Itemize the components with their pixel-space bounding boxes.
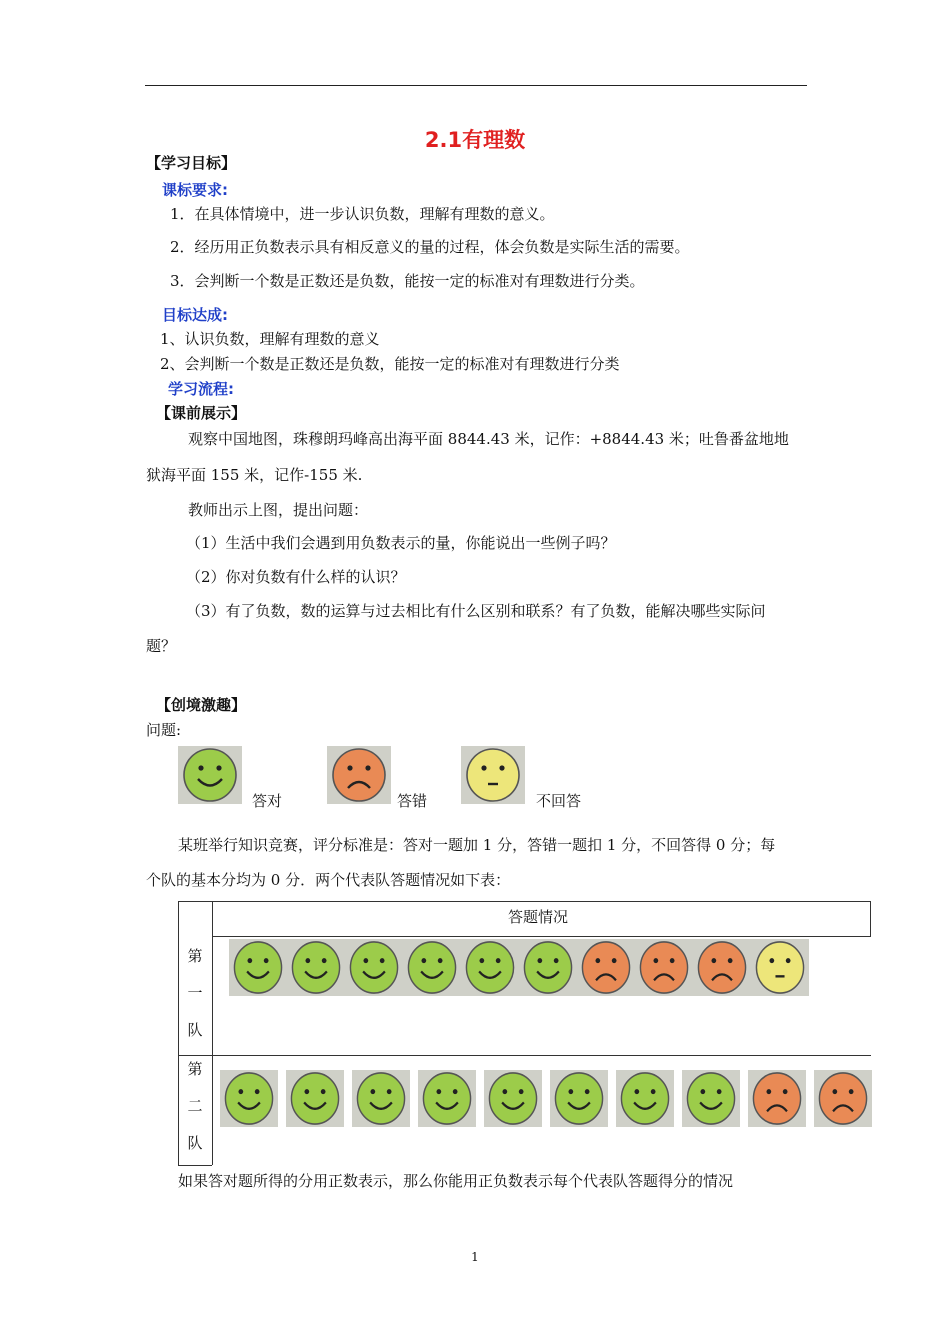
- scenario-para-line2: 个队的基本分均为 0 分．两个代表队答题情况如下表：: [146, 871, 511, 889]
- team2-smile-face-icon: [550, 1070, 608, 1127]
- achieve-item-2: 2、会判断一个数是正数还是负数，能按一定的标准对有理数进行分类: [160, 355, 620, 373]
- table-border-bottom: [178, 1165, 212, 1166]
- team1-neutral-face-icon: [751, 939, 809, 996]
- preview-question-3-line2: 题？: [146, 637, 177, 655]
- team1-frown-face-icon: [577, 939, 635, 996]
- team2-smile-face-icon: [484, 1070, 542, 1127]
- team2-frown-face-icon: [814, 1070, 872, 1127]
- frown-face-icon: [327, 746, 391, 804]
- table-row-divider: [178, 1055, 871, 1056]
- curriculum-item-1: 1．在具体情境中，进一步认识负数，理解有理数的意义。: [170, 205, 555, 223]
- table-border-right: [870, 901, 871, 937]
- curriculum-heading: 课标要求:: [162, 181, 228, 199]
- team1-frown-face-icon: [635, 939, 693, 996]
- table-divider-vertical: [212, 901, 213, 1165]
- table-header: 答题情况: [508, 908, 569, 926]
- team1-smile-face-icon: [403, 939, 461, 996]
- table-border-left: [178, 901, 179, 1165]
- table-header-bottom: [212, 936, 871, 937]
- team2-smile-face-icon: [418, 1070, 476, 1127]
- achieve-item-1: 1、认识负数，理解有理数的意义: [160, 330, 380, 348]
- team2-smile-face-icon: [352, 1070, 410, 1127]
- section-heading-scenario: 【创境激趣】: [156, 696, 247, 714]
- team1-smile-face-icon: [345, 939, 403, 996]
- smile-face-icon: [178, 746, 242, 804]
- legend-wrong-label: 答错: [397, 792, 428, 810]
- team1-label: 第 一 队: [187, 947, 203, 1039]
- team1-smile-face-icon: [229, 939, 287, 996]
- team1-smile-face-icon: [287, 939, 345, 996]
- section-heading-goals: 【学习目标】: [146, 154, 237, 172]
- preview-para1-line1: 观察中国地图，珠穆朗玛峰高出海平面 8844.43 米，记作：+8844.43 米；吐鲁番盆地地: [188, 430, 789, 448]
- team1-smile-face-icon: [461, 939, 519, 996]
- question-label: 问题:: [146, 721, 182, 739]
- preview-question-3-line1: （3）有了负数，数的运算与过去相比有什么区别和联系？有了负数，能解决哪些实际问: [186, 602, 766, 620]
- team2-smile-face-icon: [220, 1070, 278, 1127]
- neutral-face-icon: [461, 746, 525, 804]
- preview-question-1: （1）生活中我们会遇到用负数表示的量，你能说出一些例子吗？: [186, 534, 616, 552]
- curriculum-item-2: 2．经历用正负数表示具有相反意义的量的过程，体会负数是实际生活的需要。: [170, 238, 690, 256]
- team2-smile-face-icon: [682, 1070, 740, 1127]
- preview-para1-line2: 狱海平面 155 米，记作-155 米.: [146, 466, 363, 484]
- page-number: 1: [471, 1250, 479, 1264]
- preview-para2: 教师出示上图，提出问题：: [188, 501, 369, 519]
- legend-correct-label: 答对: [252, 792, 283, 810]
- team2-smile-face-icon: [616, 1070, 674, 1127]
- closing-line: 如果答对题所得的分用正数表示，那么你能用正负数表示每个代表队答题得分的情况: [178, 1172, 734, 1190]
- team2-smile-face-icon: [286, 1070, 344, 1127]
- team2-frown-face-icon: [748, 1070, 806, 1127]
- legend-none-label: 不回答: [536, 792, 582, 810]
- scenario-para-line1: 某班举行知识竞赛，评分标准是：答对一题加 1 分，答错一题扣 1 分，不回答得 0 分；每: [178, 836, 776, 854]
- flow-heading: 学习流程:: [168, 380, 234, 398]
- table-border-top: [178, 901, 871, 902]
- header-rule: [145, 85, 807, 86]
- section-heading-preview: 【课前展示】: [156, 404, 247, 422]
- team1-smile-face-icon: [519, 939, 577, 996]
- page-title: 2.1有理数: [424, 128, 526, 152]
- curriculum-item-3: 3．会判断一个数是正数还是负数，能按一定的标准对有理数进行分类。: [170, 272, 645, 290]
- achieve-heading: 目标达成:: [162, 306, 228, 324]
- team1-frown-face-icon: [693, 939, 751, 996]
- preview-question-2: （2）你对负数有什么样的认识？: [186, 568, 406, 586]
- team2-label: 第 二 队: [187, 1060, 203, 1152]
